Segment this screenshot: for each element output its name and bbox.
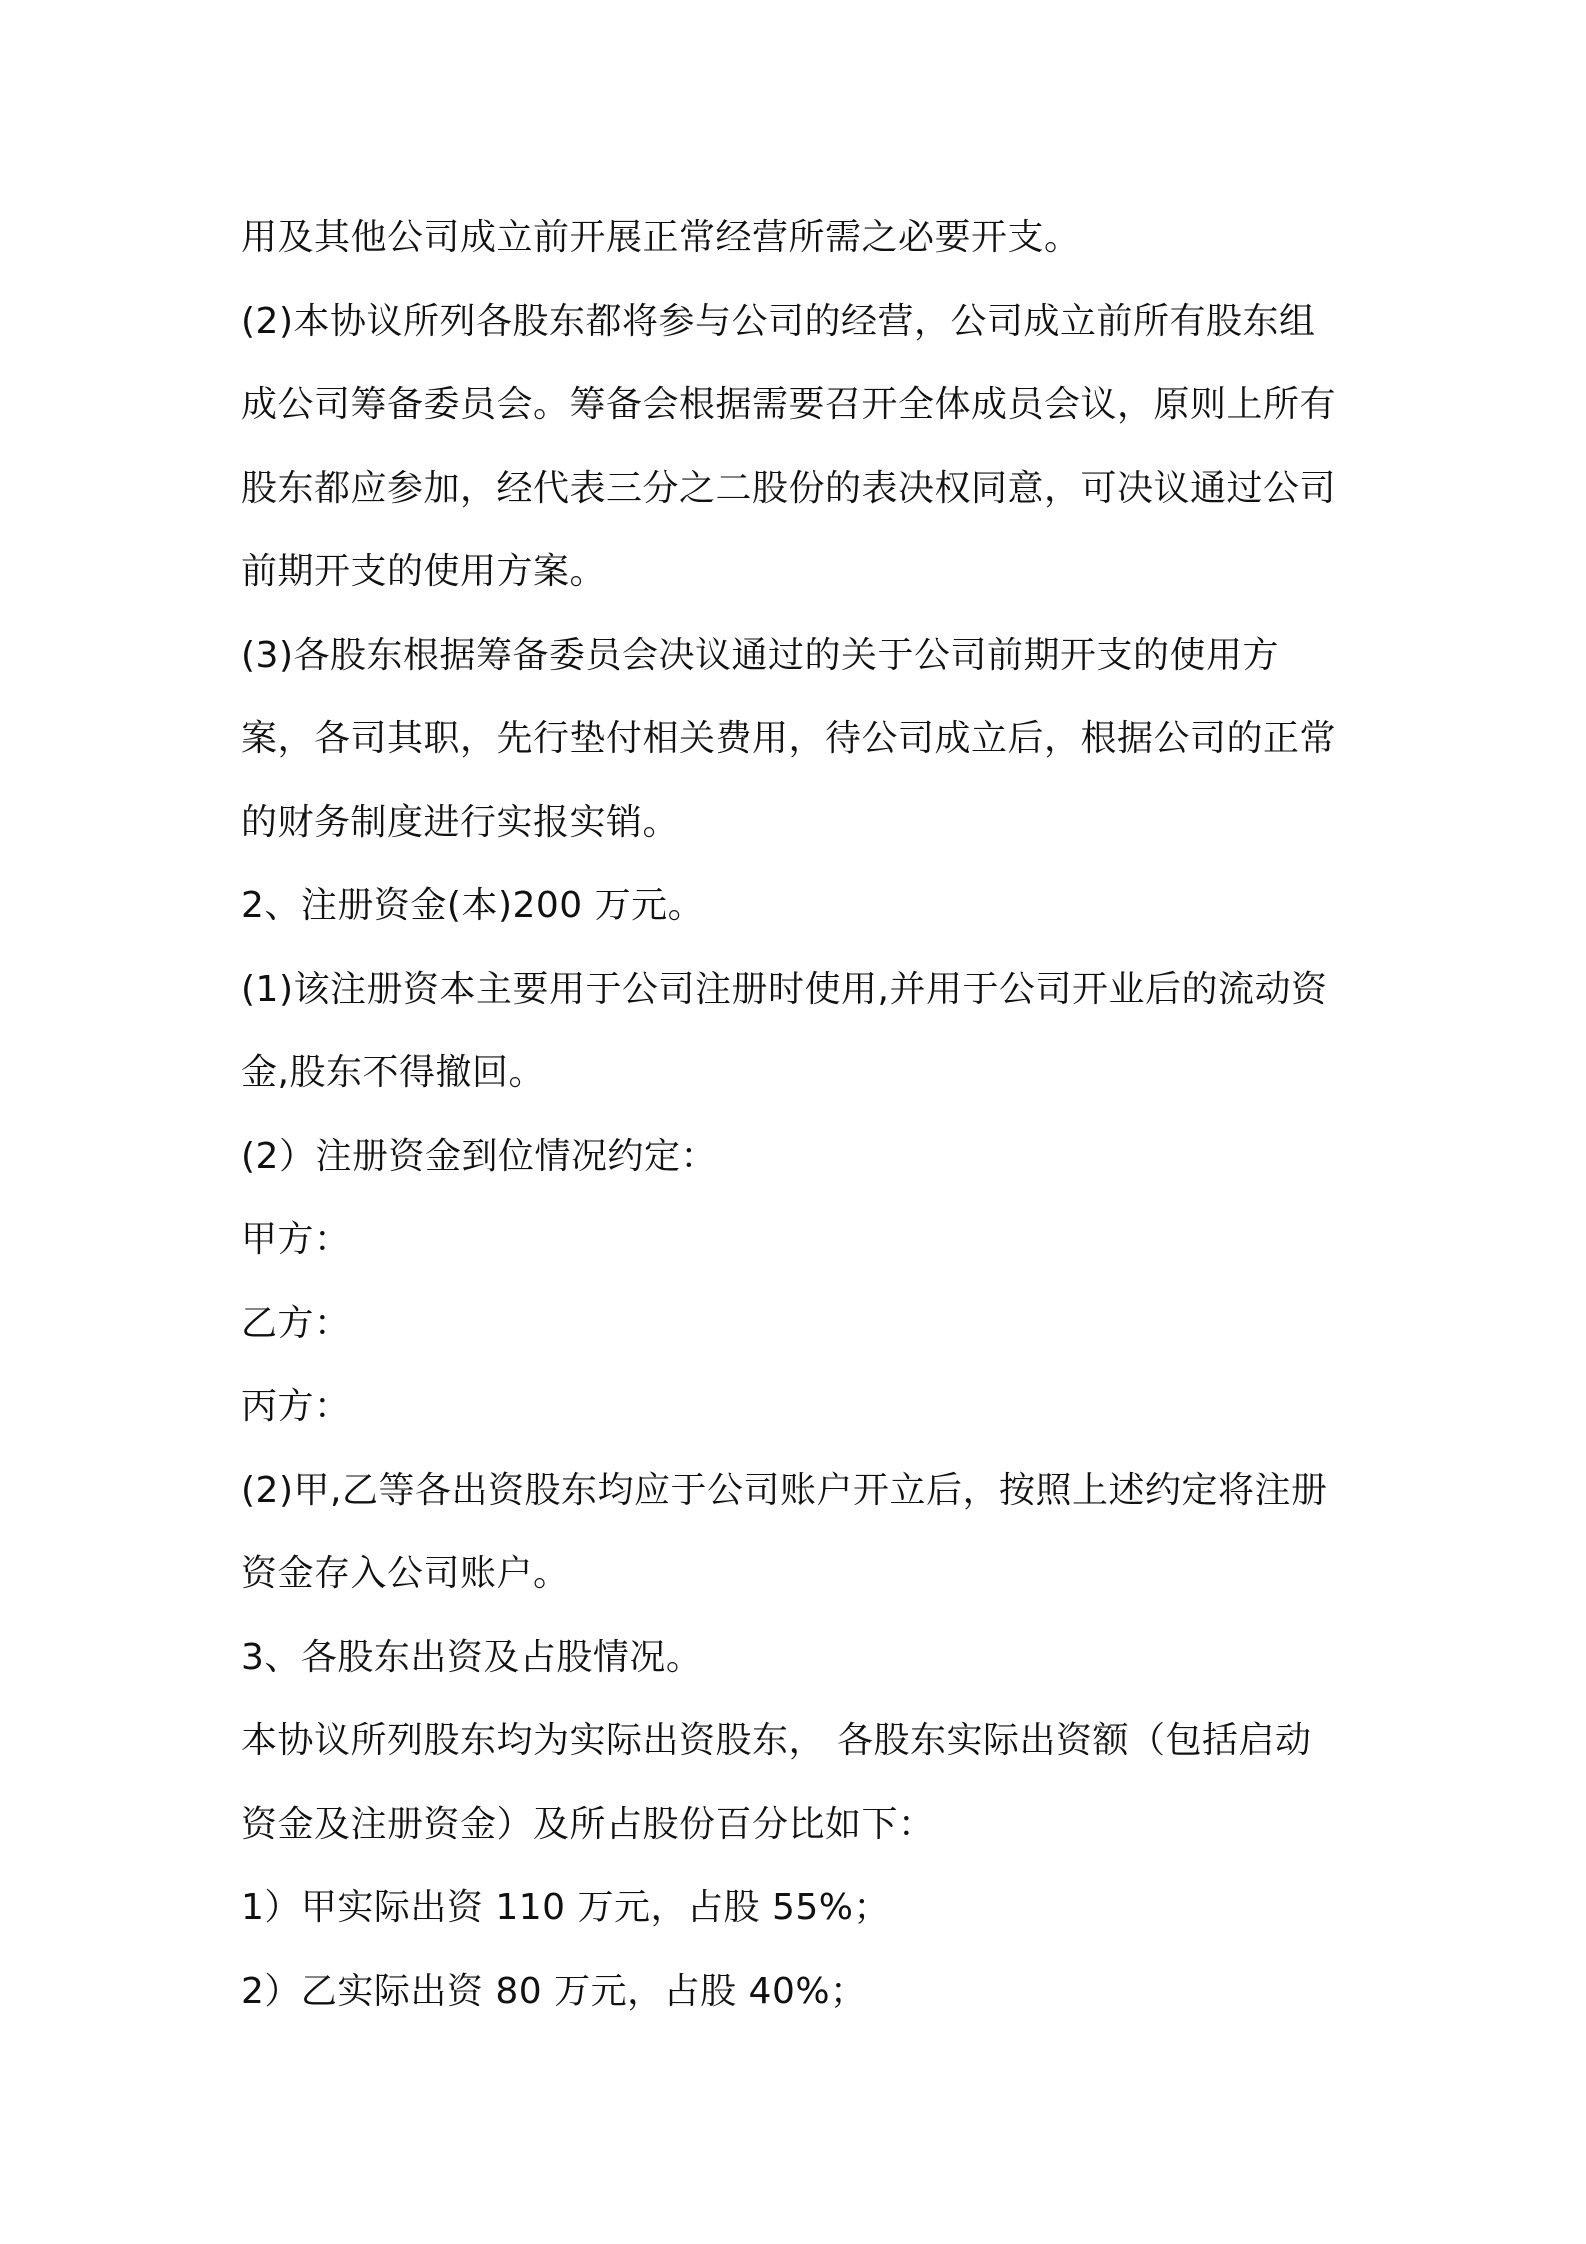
text-line: 用及其他公司成立前开展正常经营所需之必要开支。 bbox=[241, 217, 1081, 258]
text-line: 案，各司其职，先行垫付相关费用，待公司成立后，根据公司的正常 bbox=[241, 718, 1337, 759]
party-line-c: 丙方： bbox=[241, 1386, 351, 1427]
text-line: (3)各股东根据筹备委员会决议通过的关于公司前期开支的使用方 bbox=[241, 634, 1279, 676]
text-line: (2)甲,乙等各出资股东均应于公司账户开立后，按照上述约定将注册 bbox=[241, 1469, 1328, 1511]
text-line: 的财务制度进行实报实销。 bbox=[241, 801, 680, 843]
text-line: 资金及注册资金）及所占股份百分比如下： bbox=[241, 1803, 935, 1845]
text-line: 股东都应参加，经代表三分之二股份的表决权同意，可决议通过公司 bbox=[241, 467, 1337, 509]
list-item: 2）乙实际出资 80 万元，占股 40%； bbox=[241, 1970, 867, 2012]
party-line-a: 甲方： bbox=[241, 1219, 351, 1260]
text-line: 金,股东不得撤回。 bbox=[241, 1052, 545, 1093]
text-line: 资金存入公司账户。 bbox=[241, 1553, 570, 1594]
text-line: (1)该注册资本主要用于公司注册时使用,并用于公司开业后的流动资 bbox=[241, 968, 1328, 1010]
list-item: 1）甲实际出资 110 万元，占股 55%； bbox=[241, 1887, 890, 1928]
text-line: 成公司筹备委员会。筹备会根据需要召开全体成员会议，原则上所有 bbox=[241, 384, 1337, 425]
text-line: (2）注册资金到位情况约定： bbox=[241, 1135, 717, 1177]
party-line-b: 乙方： bbox=[241, 1302, 351, 1344]
document-body bbox=[241, 196, 1361, 2033]
section-heading: 3、各股东出资及占股情况。 bbox=[241, 1636, 703, 1678]
text-line: 前期开支的使用方案。 bbox=[241, 551, 607, 592]
text-line: 本协议所列股东均为实际出资股东， 各股东实际出资额（包括启动 bbox=[241, 1720, 1312, 1761]
section-heading: 2、注册资金(本)200 万元。 bbox=[241, 885, 705, 926]
text-line: (2)本协议所列各股东都将参与公司的经营，公司成立前所有股东组 bbox=[241, 300, 1316, 342]
